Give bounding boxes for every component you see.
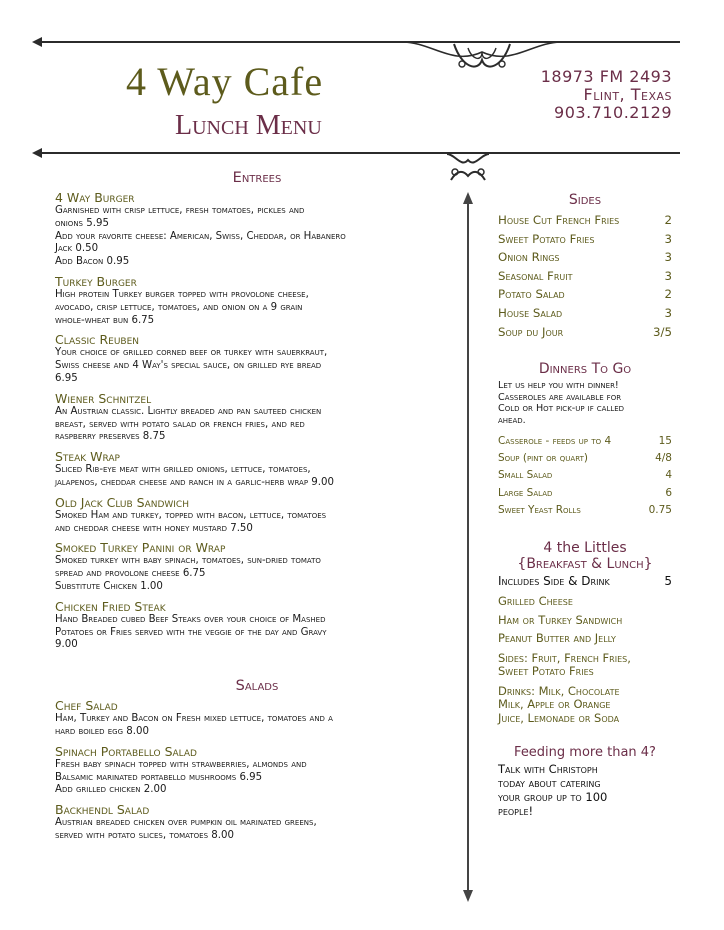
desc-line: Add your favorite cheese: American, Swiss, Cheddar, or Habanero — [55, 230, 346, 242]
entree-name: Steak Wrap — [55, 449, 120, 465]
dinner-price: 6 — [665, 486, 672, 499]
entree-item — [55, 540, 459, 593]
note-line: Let us help you with dinner! — [498, 380, 619, 392]
littles-sides — [498, 652, 672, 679]
entree-item — [55, 332, 459, 385]
desc-line: raspberry preserves 8.75 — [55, 431, 166, 443]
side-price: 3 — [664, 268, 672, 283]
desc-line: Substitute Chicken 1.00 — [55, 580, 163, 592]
side-name: Onion Rings — [498, 250, 560, 265]
littles-item: Grilled Cheese — [498, 594, 573, 609]
side-price: 3 — [664, 231, 672, 246]
desc-line: breast, served with potato salad or french fries, and red — [55, 418, 305, 430]
desc-line: High protein Turkey burger topped with provolone cheese, — [55, 288, 309, 300]
sides-heading: Sides — [568, 192, 602, 208]
sides-line: Sides: Fruit, French Fries, — [498, 650, 631, 665]
top-rule-arrow — [32, 37, 42, 47]
entree-item — [55, 599, 459, 652]
desc-line: Garnished with crisp lettuce, fresh tomatoes, pickles and — [55, 205, 305, 216]
salad-description — [55, 713, 459, 739]
dinners-heading: Dinners To Go — [538, 361, 632, 378]
desc-line: jalapenos, cheddar cheese and ranch in a garlic-herb wrap 9.00 — [55, 476, 334, 488]
entree-name: Wiener Schnitzel — [55, 390, 152, 406]
entree-item — [55, 495, 459, 536]
feeding-section — [498, 745, 672, 818]
desc-line: Austrian breaded chicken over pumpkin oil marinated greens, — [55, 817, 317, 829]
desc-line: Your choice of grilled corned beef or turkey with sauerkraut, — [55, 347, 328, 359]
note-line: ahead. — [498, 414, 526, 426]
side-name: House Salad — [498, 305, 563, 320]
dinner-item — [498, 467, 672, 484]
salad-item — [55, 698, 459, 739]
entree-description — [55, 510, 459, 536]
entree-name: Chicken Fried Steak — [55, 598, 166, 614]
desc-line: onions 5.95 — [55, 217, 109, 229]
sides-line: Sweet Potato Fries — [498, 664, 594, 679]
note-line: Cold or Hot pick-up if called — [498, 403, 625, 415]
menu-title: Lunch Menu — [175, 110, 322, 141]
desc-line: Balsamic marinated portabello mushrooms 6.95 — [55, 771, 263, 783]
side-item — [498, 230, 672, 249]
desc-line: spread and provolone cheese 6.75 — [55, 568, 206, 580]
entree-name: Smoked Turkey Panini or Wrap — [55, 540, 226, 556]
side-item — [498, 285, 672, 304]
desc-line: whole-wheat bun 6.75 — [55, 314, 155, 326]
drinks-line: Juice, Lemonade or Soda — [498, 710, 620, 725]
littles-heading-line2: {Breakfast & Lunch} — [517, 555, 653, 572]
salad-name: Chef Salad — [55, 698, 118, 714]
side-name: House Cut French Fries — [498, 213, 620, 227]
dinner-price: 4 — [665, 469, 672, 482]
side-price: 2 — [664, 287, 672, 302]
entree-name: Classic Reuben — [55, 332, 139, 348]
desc-line: and cheddar cheese with honey mustard 7.50 — [55, 522, 253, 534]
littles-drinks — [498, 685, 672, 726]
dinner-item — [498, 485, 672, 502]
entree-name: Turkey Burger — [55, 273, 137, 289]
side-name: Soup du Jour — [498, 324, 564, 339]
littles-heading — [498, 540, 672, 572]
dinner-name: Sweet Yeast Rolls — [498, 504, 581, 517]
includes-label: Includes Side & Drink — [498, 573, 610, 588]
left-column — [55, 170, 459, 848]
desc-line: Smoked turkey with baby spinach, tomatoes, sun-dried tomato — [55, 555, 321, 567]
feeding-line: people! — [498, 803, 534, 818]
entree-item — [55, 190, 459, 269]
desc-line: Add Bacon 0.95 — [55, 256, 130, 268]
side-item — [498, 211, 672, 230]
desc-line: Potatoes or Fries served with the veggie of the day and Gravy — [55, 626, 327, 638]
dinner-price: 15 — [658, 434, 672, 447]
entree-item — [55, 449, 459, 490]
right-column — [498, 192, 672, 818]
header-rule-arrow — [32, 148, 42, 158]
feeding-line: today about catering — [498, 775, 601, 790]
dinner-item — [498, 433, 672, 450]
entree-name: Old Jack Club Sandwich — [55, 494, 189, 510]
dinner-name: Casserole - feeds up to 4 — [498, 434, 612, 447]
header-bottom-rule — [40, 152, 680, 154]
desc-line: Fresh baby spinach topped with strawberries, almonds and — [55, 758, 307, 770]
entree-item — [55, 274, 459, 327]
side-price: 3 — [664, 305, 672, 320]
desc-line: An Austrian classic. Lightly breaded and pan sauteed chicken — [55, 405, 322, 417]
divider-arrow-down — [463, 890, 473, 902]
desc-line: hard boiled egg 8.00 — [55, 725, 149, 737]
salad-description — [55, 817, 459, 843]
dinner-name: Large Salad — [498, 486, 553, 499]
littles-includes — [498, 572, 672, 591]
entree-description — [55, 289, 459, 327]
side-item — [498, 323, 672, 342]
cafe-name: 4 Way Cafe — [126, 59, 324, 104]
dinner-price: 0.75 — [648, 504, 672, 517]
dinner-name: Soup (pint or quart) — [498, 451, 588, 464]
side-name: Sweet Potato Fries — [498, 231, 595, 246]
entree-description — [55, 555, 459, 593]
desc-line: Add grilled chicken 2.00 — [55, 784, 167, 796]
divider-arrow-up — [463, 192, 473, 204]
entrees-heading: Entrees — [232, 170, 282, 186]
littles-section — [498, 540, 672, 726]
includes-price: 5 — [664, 573, 672, 588]
side-price: 3 — [664, 250, 672, 265]
side-item — [498, 248, 672, 267]
entree-description — [55, 406, 459, 444]
column-divider — [467, 198, 469, 892]
desc-line: 9.00 — [55, 639, 78, 651]
desc-line: avocado, crisp lettuce, tomatoes, and onion on a 9 grain — [55, 301, 303, 313]
entree-name: 4 Way Burger — [55, 190, 135, 205]
entree-description — [55, 464, 459, 490]
side-price: 2 — [664, 213, 672, 227]
littles-heading-line1: 4 the Littles — [543, 539, 627, 556]
salad-name: Backhendl Salad — [55, 802, 150, 818]
desc-line: Jack 0.50 — [55, 243, 99, 255]
address-line2: Flint, Texas — [583, 85, 672, 104]
littles-item: Peanut Butter and Jelly — [498, 631, 616, 646]
desc-line: Sliced Rib-eye meat with grilled onions, lettuce, tomatoes, — [55, 464, 311, 476]
dinner-item — [498, 502, 672, 519]
side-item — [498, 267, 672, 286]
side-item — [498, 304, 672, 323]
side-price: 3/5 — [653, 324, 672, 339]
salad-item — [55, 744, 459, 797]
dinner-price: 4/8 — [655, 451, 672, 464]
address-line1: 18973 FM 2493 — [540, 67, 672, 86]
desc-line: Swiss cheese and 4 Way's special sauce, on grilled rye bread — [55, 360, 322, 372]
dinner-name: Small Salad — [498, 469, 553, 482]
salad-name: Spinach Portabello Salad — [55, 743, 197, 759]
entree-item — [55, 391, 459, 444]
salad-item — [55, 802, 459, 843]
feeding-line: your group up to 100 — [498, 789, 608, 804]
top-rule — [40, 41, 680, 43]
dinner-item — [498, 450, 672, 467]
drinks-line: Milk, Apple or Orange — [498, 697, 611, 712]
phone-number: 903.710.2129 — [554, 103, 672, 122]
feeding-heading: Feeding more than 4? — [514, 745, 656, 761]
littles-item: Ham or Turkey Sandwich — [498, 612, 623, 627]
salads-heading: Salads — [235, 678, 279, 695]
drinks-line: Drinks: Milk, Chocolate — [498, 683, 620, 698]
entree-description — [55, 614, 459, 652]
desc-line: Ham, Turkey and Bacon on Fresh mixed lettuce, tomatoes and a — [55, 713, 333, 725]
entree-description — [55, 205, 459, 269]
side-name: Seasonal Fruit — [498, 268, 573, 283]
entree-description — [55, 347, 459, 385]
feeding-line: Talk with Christoph — [498, 762, 598, 777]
side-name: Potato Salad — [498, 287, 565, 302]
dinners-note — [498, 380, 672, 426]
note-line: Casseroles are available for — [498, 391, 622, 403]
desc-line: 6.95 — [55, 372, 78, 384]
desc-line: Smoked Ham and turkey, topped with bacon, lettuce, tomatoes — [55, 509, 327, 521]
dinners-section — [498, 361, 672, 519]
desc-line: served with potato slices, tomatoes 8.00 — [55, 829, 234, 841]
address-block — [541, 68, 672, 122]
desc-line: Hand Breaded cubed Beef Steaks over your choice of Mashed — [55, 613, 326, 625]
salad-description — [55, 759, 459, 797]
feeding-body — [498, 763, 672, 818]
